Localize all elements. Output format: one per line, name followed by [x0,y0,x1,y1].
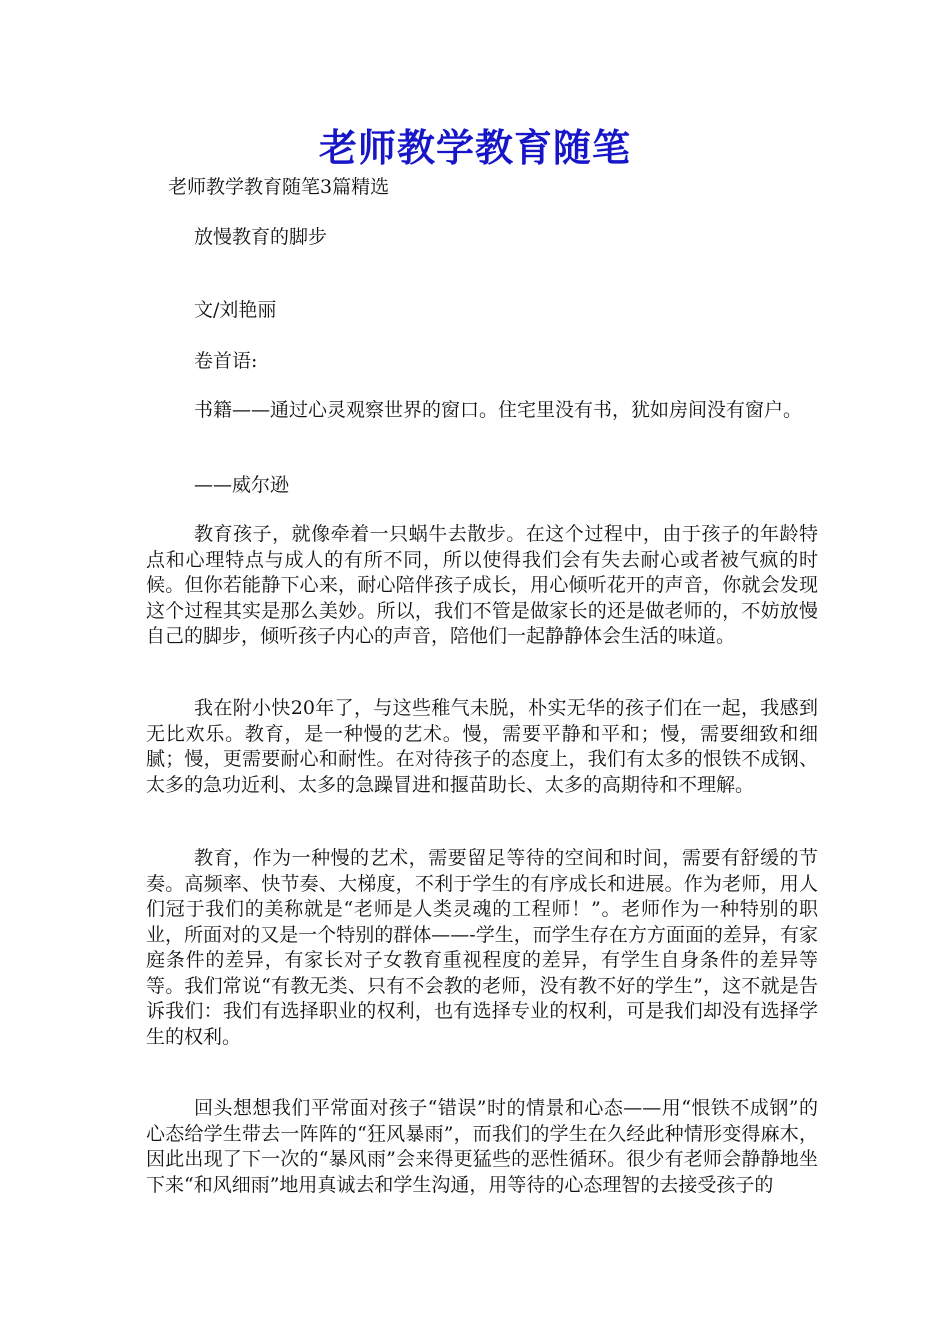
author-line: 文/刘艳丽 [194,299,277,321]
article-title: 放慢教育的脚步 [194,226,328,248]
quote-attribution: ——威尔逊 [194,474,290,496]
body-paragraph-4: 回头想想我们平常面对孩子“错误”时的情景和心态——用“恨铁不成钢”的心态给学生带去一阵阵的“狂风暴雨”，而我们的学生在久经此种情形变得麻木，因此出现了下一次的“暴风雨”会来得更猛些的恶性循环。很少有老师会静静地坐下来“和风细雨”地用真诚去和学生沟通，用等待的心态理智的去接受孩子的 [146,1097,818,1196]
body-paragraph-2: 我在附小快20年了，与这些稚气未脱，朴实无华的孩子们在一起，我感到无比欢乐。教育，是一种慢的艺术。慢，需要平静和平和；慢，需要细致和细腻；慢，更需要耐心和耐性。在对待孩子的态度上，我们有太多的恨铁不成钢、太多的急功近利、太多的急躁冒进和揠苗助长、太多的高期待和不理解。 [146,697,818,796]
body-paragraph-1: 教育孩子，就像牵着一只蜗牛去散步。在这个过程中，由于孩子的年龄特点和心理特点与成人的有所不同，所以使得我们会有失去耐心或者被气疯的时候。但你若能静下心来，耐心陪伴孩子成长，用心倾听花开的声音，你就会发现这个过程其实是那么美妙。所以，我们不管是做家长的还是做老师的，不妨放慢自己的脚步，倾听孩子内心的声音，陪他们一起静静体会生活的味道。 [146,523,818,647]
body-paragraph-3: 教育，作为一种慢的艺术，需要留足等待的空间和时间，需要有舒缓的节奏。高频率、快节奏、大梯度，不利于学生的有序成长和进展。作为老师，用人们冠于我们的美称就是“老师是人类灵魂的工程师！”。老师作为一种特别的职业，所面对的又是一个特别的群体——-学生，而学生存在方方面面的差异，有家庭条件的差异，有家长对子女教育重视程度的差异，有学生自身条件的差异等等。我们常说“有教无类、只有不会教的老师，没有教不好的学生”，这不就是告诉我们：我们有选择职业的权利，也有选择专业的权利，可是我们却没有选择学生的权利。 [146,847,818,1048]
quote-paragraph: 书籍——通过心灵观察世界的窗口。住宅里没有书，犹如房间没有窗户。 [194,399,803,421]
document-title: 老师教学教育随笔 [318,125,631,170]
preface-label: 卷首语: [194,350,258,372]
document-subtitle: 老师教学教育随笔3篇精选 [168,176,390,198]
